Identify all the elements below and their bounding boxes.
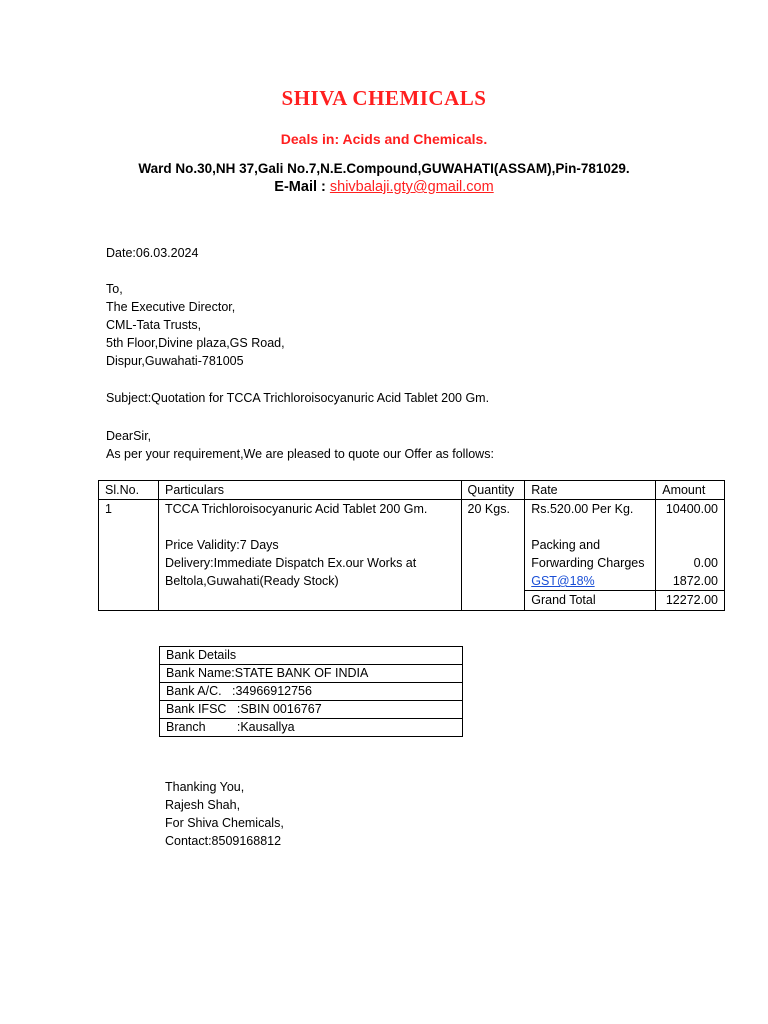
recipient-line: CML-Tata Trusts, — [106, 318, 202, 332]
amount-cell — [656, 500, 725, 611]
table-row — [99, 500, 725, 611]
recipient-line: Dispur,Guwahati-781005 — [106, 354, 244, 368]
table-row — [160, 701, 463, 719]
packing-label: Packing and Forwarding Charges — [531, 538, 645, 570]
item-amount: 10400.00 — [665, 502, 718, 516]
closing-block — [165, 778, 284, 850]
closing-line: Contact:8509168812 — [165, 834, 282, 848]
gst-label[interactable]: GST@18% — [531, 574, 595, 588]
item-particulars-cell — [158, 500, 461, 611]
item-quantity: 20 Kgs. — [461, 500, 525, 611]
delivery-terms: Delivery:Immediate Dispatch Ex.our Works at Beltola,Guwahati(Ready Stock) — [164, 556, 417, 588]
bank-details-table — [159, 646, 463, 737]
recipient-line: The Executive Director, — [106, 300, 236, 314]
subject-line: Subject:Quotation for TCCA Trichloroisocyanuric Acid Tablet 200 Gm. — [106, 391, 490, 405]
closing-line: Rajesh Shah, — [165, 798, 241, 812]
table-row — [160, 665, 463, 683]
item-particular: TCCA Trichloroisocyanuric Acid Tablet 200 Gm. — [164, 502, 428, 516]
bank-title: Bank Details — [160, 647, 463, 665]
company-address: Ward No.30,NH 37,Gali No.7,N.E.Compound,GUWAHATI(ASSAM),Pin-781029. — [138, 161, 630, 176]
price-validity: Price Validity:7 Days — [164, 538, 279, 552]
header-rate: Rate — [525, 481, 656, 500]
closing-line: Thanking You, — [165, 780, 245, 794]
packing-amount: 0.00 — [693, 556, 718, 570]
recipient-line: To, — [106, 282, 123, 296]
letter-date: Date:06.03.2024 — [106, 246, 199, 260]
header-amount: Amount — [656, 481, 725, 500]
quotation-table — [98, 480, 725, 611]
intro-text: As per your requirement,We are pleased to quote our Offer as follows: — [106, 447, 494, 461]
bank-ifsc: Bank IFSC :SBIN 0016767 — [160, 701, 463, 719]
grand-total-amount: 12272.00 — [656, 590, 724, 609]
header-quantity: Quantity — [461, 481, 525, 500]
item-rate: Rs.520.00 Per Kg. — [531, 502, 634, 516]
grand-total-label: Grand Total — [525, 590, 655, 609]
table-row — [160, 683, 463, 701]
email-line — [0, 179, 768, 195]
deals-in-line: Deals in: Acids and Chemicals. — [280, 131, 488, 147]
bank-branch: Branch :Kausallya — [160, 719, 463, 737]
header-particulars: Particulars — [158, 481, 461, 500]
gst-amount: 1872.00 — [672, 574, 718, 588]
table-row — [160, 647, 463, 665]
company-name: SHIVA CHEMICALS — [281, 86, 487, 110]
closing-line: For Shiva Chemicals, — [165, 816, 284, 830]
recipient-line: 5th Floor,Divine plaza,GS Road, — [106, 336, 285, 350]
bank-name: Bank Name:STATE BANK OF INDIA — [160, 665, 463, 683]
salutation: DearSir, — [106, 429, 152, 443]
recipient-block — [106, 280, 285, 370]
table-row — [160, 719, 463, 737]
email-label: E-Mail : — [274, 179, 330, 195]
item-slno: 1 — [99, 500, 159, 611]
table-header-row — [99, 481, 725, 500]
header-slno: Sl.No. — [99, 481, 159, 500]
email-link[interactable]: shivbalaji.gty@gmail.com — [329, 179, 494, 195]
bank-account: Bank A/C. :34966912756 — [160, 683, 463, 701]
rate-cell — [525, 500, 656, 611]
